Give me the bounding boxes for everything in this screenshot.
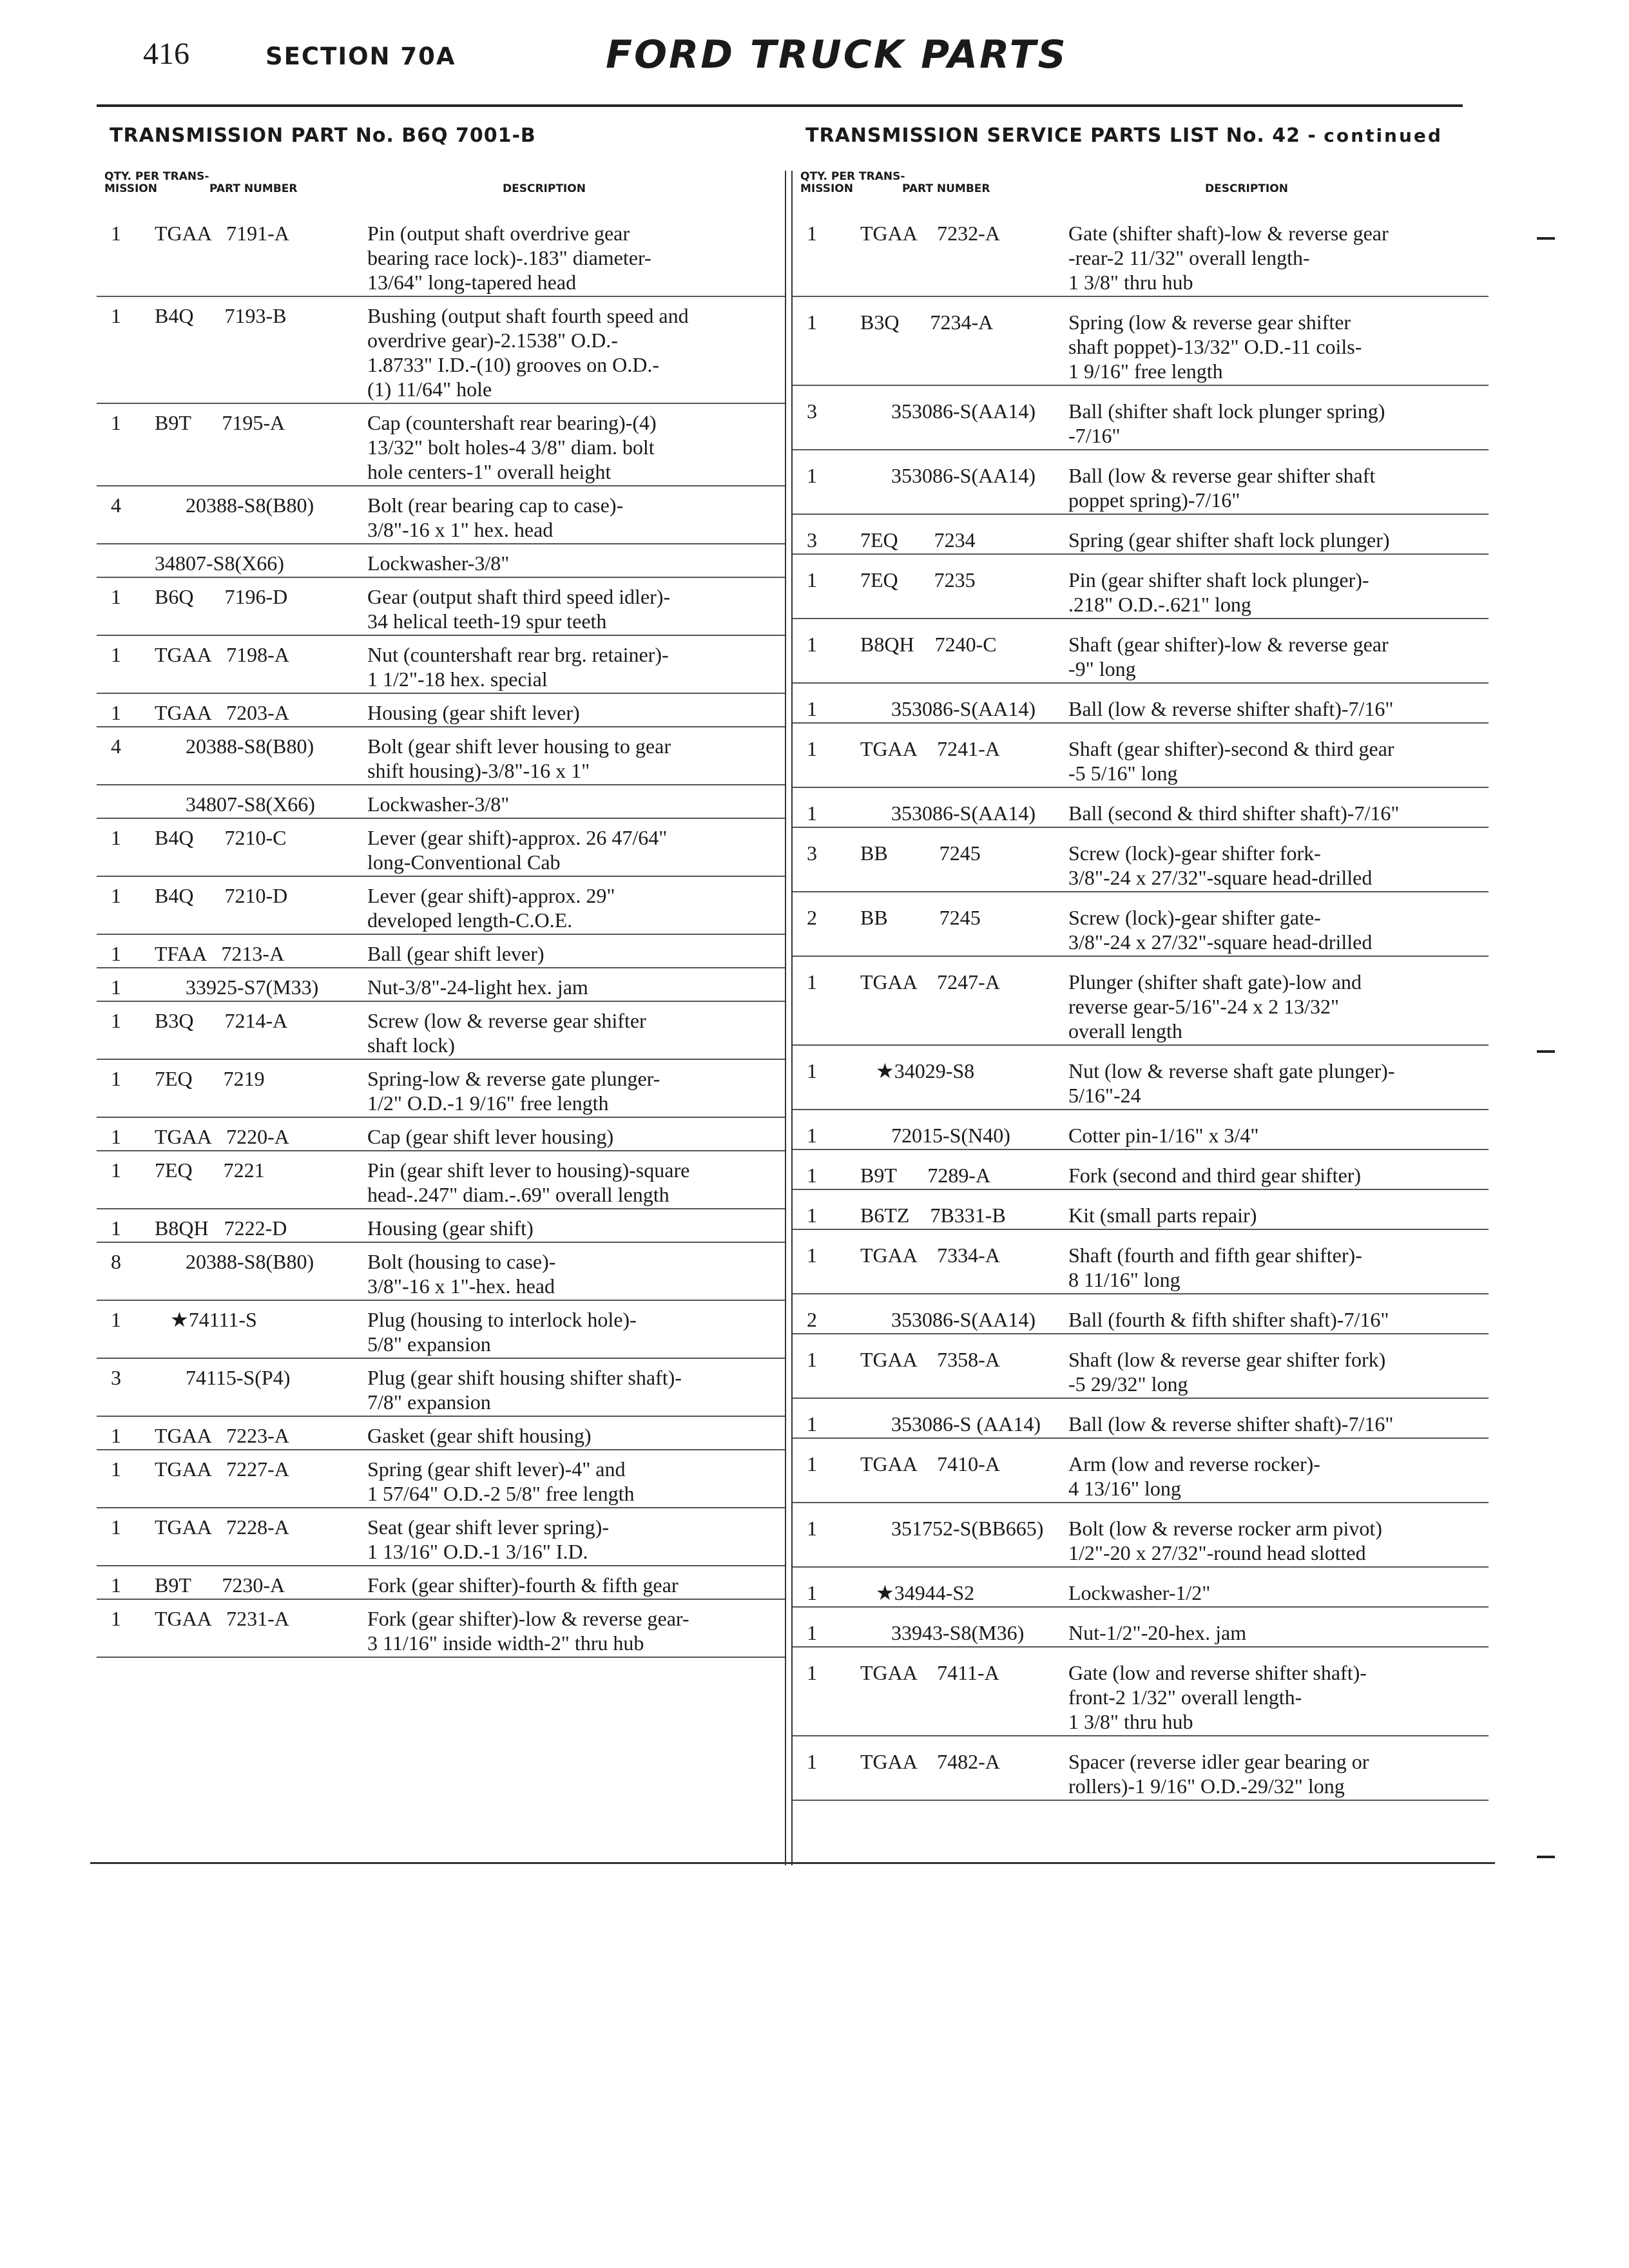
part-number-cell: TGAA 7482-A — [860, 1750, 1000, 1773]
part-number-cell: TGAA 7232-A — [860, 222, 1000, 245]
description-cell: Gate (low and reverse shifter shaft)- front-2 1/32" overall length- 1 3/8" thru hub — [1068, 1661, 1367, 1733]
part-number-cell: ★34944-S2 — [860, 1581, 975, 1604]
description-cell: Cotter pin-1/16" x 3/4" — [1068, 1124, 1259, 1147]
part-number-cell: 7EQ 7234 — [860, 528, 976, 552]
margin-tick — [1537, 237, 1555, 240]
part-number-cell: 33943-S8(M36) — [860, 1621, 1025, 1644]
description-cell: Cap (countershaft rear bearing)-(4) 13/32" bolt holes-4 3/8" diam. bolt hole centers-1" overall height — [367, 411, 657, 483]
qty-cell: 1 — [807, 1750, 817, 1773]
qty-cell: 1 — [111, 1607, 121, 1630]
qty-cell: 1 — [111, 975, 121, 999]
part-number-header: PART NUMBER — [902, 182, 990, 195]
description-cell: Bolt (gear shift lever housing to gear shift housing)-3/8"-16 x 1" — [367, 735, 671, 782]
description-cell: Spring (gear shifter shaft lock plunger) — [1068, 528, 1390, 552]
qty-cell: 3 — [807, 841, 817, 865]
qty-cell: 1 — [807, 1621, 817, 1644]
bottom-rule — [90, 1862, 1495, 1864]
qty-cell: 1 — [807, 1124, 817, 1147]
page-number: 416 — [143, 37, 189, 71]
part-number-cell: TGAA 7358-A — [860, 1348, 1000, 1371]
left-title-text: TRANSMISSION PART No. B6Q 7001-B — [110, 124, 536, 147]
description-cell: Ball (second & third shifter shaft)-7/16" — [1068, 802, 1400, 825]
part-number-cell: B9T 7195-A — [155, 411, 285, 434]
description-cell: Kit (small parts repair) — [1068, 1204, 1257, 1227]
part-number-cell: 33925-S7(M33) — [155, 975, 319, 999]
description-cell: Fork (gear shifter)-fourth & fifth gear — [367, 1573, 679, 1597]
column-divider — [785, 171, 793, 1865]
part-number-cell: BB 7245 — [860, 841, 981, 865]
table-row — [97, 584, 785, 636]
description-cell: Nut (low & reverse shaft gate plunger)- 5/16"-24 — [1068, 1059, 1395, 1107]
qty-cell: 1 — [807, 1244, 817, 1267]
part-number-cell: 20388-S8(B80) — [155, 735, 314, 758]
table-row — [793, 463, 1489, 515]
part-number-cell: 353086-S(AA14) — [860, 802, 1036, 825]
part-number-cell: TGAA 7203-A — [155, 701, 289, 724]
table-row — [97, 1606, 785, 1658]
table-row — [793, 310, 1489, 386]
description-cell: Bolt (rear bearing cap to case)- 3/8"-16 x 1" hex. head — [367, 494, 624, 541]
description-cell: Pin (gear shift lever to housing)-square head-.247" diam.-.69" overall length — [367, 1158, 690, 1206]
table-row — [97, 551, 785, 578]
description-cell: Ball (gear shift lever) — [367, 942, 545, 965]
table-row — [97, 221, 785, 297]
part-number-cell: TGAA 7198-A — [155, 643, 289, 666]
qty-cell: 1 — [807, 568, 817, 591]
qty-cell: 1 — [111, 222, 121, 245]
qty-header: QTY. PER TRANS- MISSION — [104, 170, 209, 195]
qty-cell: 1 — [111, 884, 121, 907]
qty-cell: 1 — [111, 585, 121, 608]
table-row — [97, 941, 785, 968]
right-title-text: TRANSMISSION SERVICE PARTS LIST No. 42 - — [805, 124, 1324, 147]
table-row — [97, 825, 785, 877]
description-cell: Lockwasher-3/8" — [367, 793, 510, 816]
part-number-cell: TFAA 7213-A — [155, 942, 285, 965]
part-number-cell: 34807-S8(X66) — [155, 552, 284, 575]
part-number-cell: TGAA 7223-A — [155, 1424, 289, 1447]
part-number-cell: BB 7245 — [860, 906, 981, 929]
description-cell: Ball (low & reverse gear shifter shaft poppet spring)-7/16" — [1068, 464, 1376, 512]
table-row — [97, 1249, 785, 1301]
part-number-cell: ★74111-S — [155, 1308, 257, 1331]
qty-cell: 1 — [111, 1573, 121, 1597]
table-row — [793, 1059, 1489, 1110]
margin-tick — [1537, 1050, 1555, 1053]
description-cell: Nut-1/2"-20-hex. jam — [1068, 1621, 1247, 1644]
table-row — [97, 1307, 785, 1359]
table-row — [793, 970, 1489, 1046]
description-cell: Ball (low & reverse shifter shaft)-7/16" — [1068, 1412, 1394, 1436]
description-cell: Screw (lock)-gear shifter fork- 3/8"-24 x 27/32"-square head-drilled — [1068, 841, 1373, 889]
part-number-cell: B4Q 7193-B — [155, 304, 287, 327]
qty-cell: 1 — [111, 643, 121, 666]
description-cell: Shaft (gear shifter)-second & third gear -5 5/16" long — [1068, 737, 1394, 785]
qty-cell: 1 — [111, 1158, 121, 1182]
part-number-cell: 20388-S8(B80) — [155, 1250, 314, 1273]
part-number-header: PART NUMBER — [209, 182, 298, 195]
table-row — [97, 1124, 785, 1151]
qty-cell: 1 — [111, 1308, 121, 1331]
part-number-cell: B8QH 7240-C — [860, 633, 997, 656]
part-number-cell: TGAA 7241-A — [860, 737, 1000, 760]
description-cell: Lockwasher-3/8" — [367, 552, 510, 575]
margin-tick — [1537, 1856, 1555, 1858]
header-rule — [97, 104, 1463, 107]
description-cell: Housing (gear shift) — [367, 1216, 534, 1240]
table-row — [793, 1452, 1489, 1503]
table-row — [97, 1216, 785, 1243]
part-number-cell: B9T 7289-A — [860, 1164, 991, 1187]
qty-cell: 4 — [111, 494, 121, 517]
qty-cell: 1 — [111, 1424, 121, 1447]
part-number-cell: B8QH 7222-D — [155, 1216, 287, 1240]
description-cell: Nut (countershaft rear brg. retainer)- 1 1/2"-18 hex. special — [367, 643, 669, 691]
description-cell: Spacer (reverse idler gear bearing or rollers)-1 9/16" O.D.-29/32" long — [1068, 1750, 1369, 1798]
qty-cell: 1 — [807, 697, 817, 720]
part-number-cell: B9T 7230-A — [155, 1573, 285, 1597]
table-row — [793, 1307, 1489, 1334]
qty-cell: 2 — [807, 1308, 817, 1331]
table-row — [793, 1347, 1489, 1399]
table-row — [97, 792, 785, 819]
qty-cell: 8 — [111, 1250, 121, 1273]
part-number-cell: TGAA 7228-A — [155, 1515, 289, 1539]
right-column-headers — [793, 171, 1489, 209]
part-number-cell: 72015-S(N40) — [860, 1124, 1010, 1147]
table-row — [97, 1066, 785, 1118]
description-cell: Gate (shifter shaft)-low & reverse gear -rear-2 11/32" overall length- 1 3/8" thru hub — [1068, 222, 1389, 294]
description-cell: Gasket (gear shift housing) — [367, 1424, 592, 1447]
table-row — [793, 1123, 1489, 1150]
table-row — [793, 632, 1489, 684]
description-cell: Spring (low & reverse gear shifter shaft poppet)-13/32" O.D.-11 coils- 1 9/16" free length — [1068, 311, 1362, 383]
qty-cell: 1 — [111, 942, 121, 965]
description-cell: Lockwasher-1/2" — [1068, 1581, 1211, 1604]
table-row — [793, 841, 1489, 892]
qty-header: QTY. PER TRANS- MISSION — [800, 170, 905, 195]
part-number-cell: TGAA 7247-A — [860, 970, 1000, 994]
qty-cell: 1 — [807, 1412, 817, 1436]
part-number-cell: 353086-S(AA14) — [860, 399, 1036, 423]
part-number-cell: B6TZ 7B331-B — [860, 1204, 1006, 1227]
description-cell: Cap (gear shift lever housing) — [367, 1125, 614, 1148]
qty-cell: 3 — [807, 528, 817, 552]
table-row — [793, 221, 1489, 297]
description-cell: Gear (output shaft third speed idler)- 34 helical teeth-19 spur teeth — [367, 585, 671, 633]
qty-cell: 1 — [111, 411, 121, 434]
left-column-headers — [97, 171, 785, 209]
table-row — [97, 1457, 785, 1508]
part-number-cell: ★34029-S8 — [860, 1059, 975, 1082]
description-cell: Fork (second and third gear shifter) — [1068, 1164, 1362, 1187]
right-column-title — [805, 124, 1443, 147]
qty-cell: 1 — [111, 1457, 121, 1481]
page-header — [0, 0, 1629, 103]
description-cell: Spring (gear shift lever)-4" and 1 57/64" O.D.-2 5/8" free length — [367, 1457, 635, 1505]
description-cell: Plug (gear shift housing shifter shaft)- 7/8" expansion — [367, 1366, 682, 1414]
table-row — [97, 1008, 785, 1060]
table-row — [793, 1581, 1489, 1608]
description-cell: Fork (gear shifter)-low & reverse gear- 3 11/16" inside width-2" thru hub — [367, 1607, 689, 1655]
description-cell: Seat (gear shift lever spring)- 1 13/16" O.D.-1 3/16" I.D. — [367, 1515, 609, 1563]
part-number-cell: 7EQ 7235 — [860, 568, 976, 591]
table-row — [793, 1243, 1489, 1294]
left-column-title — [110, 124, 536, 147]
qty-cell: 1 — [807, 1164, 817, 1187]
part-number-cell: B3Q 7214-A — [155, 1009, 288, 1032]
description-cell: Shaft (low & reverse gear shifter fork) -5 29/32" long — [1068, 1348, 1386, 1396]
description-cell: Lever (gear shift)-approx. 26 47/64" long-Conventional Cab — [367, 826, 668, 874]
qty-cell: 1 — [807, 1581, 817, 1604]
description-cell: Plunger (shifter shaft gate)-low and reverse gear-5/16"-24 x 2 13/32" overall length — [1068, 970, 1362, 1043]
part-number-cell: TGAA 7191-A — [155, 222, 289, 245]
part-number-cell: B3Q 7234-A — [860, 311, 994, 334]
part-number-cell: B6Q 7196-D — [155, 585, 288, 608]
part-number-cell: 353086-S(AA14) — [860, 1308, 1036, 1331]
qty-cell: 1 — [807, 464, 817, 487]
qty-cell: 1 — [111, 1515, 121, 1539]
description-cell: Pin (gear shifter shaft lock plunger)- .218" O.D.-.621" long — [1068, 568, 1369, 616]
description-cell: Arm (low and reverse rocker)- 4 13/16" long — [1068, 1452, 1320, 1500]
table-row — [793, 801, 1489, 828]
description-cell: Bolt (housing to case)- 3/8"-16 x 1"-hex. head — [367, 1250, 556, 1298]
part-number-cell: TGAA 7220-A — [155, 1125, 289, 1148]
table-row — [793, 1660, 1489, 1736]
part-number-cell: B4Q 7210-C — [155, 826, 287, 849]
part-number-cell: 34807-S8(X66) — [155, 793, 315, 816]
part-number-cell: TGAA 7231-A — [155, 1607, 289, 1630]
table-row — [97, 1573, 785, 1600]
description-cell: Shaft (fourth and fifth gear shifter)- 8 11/16" long — [1068, 1244, 1362, 1291]
table-row — [793, 1749, 1489, 1801]
qty-cell: 1 — [111, 1125, 121, 1148]
table-row — [793, 528, 1489, 555]
qty-cell: 1 — [807, 1661, 817, 1684]
section-label: SECTION 70A — [265, 43, 456, 70]
table-row — [97, 642, 785, 694]
table-row — [793, 568, 1489, 619]
part-number-cell: TGAA 7334-A — [860, 1244, 1000, 1267]
qty-cell: 1 — [807, 311, 817, 334]
qty-cell: 1 — [807, 1204, 817, 1227]
part-number-cell: TGAA 7227-A — [155, 1457, 289, 1481]
table-row — [793, 905, 1489, 957]
description-cell: Lever (gear shift)-approx. 29" developed length-C.O.E. — [367, 884, 615, 932]
part-number-cell: B4Q 7210-D — [155, 884, 288, 907]
qty-cell: 1 — [111, 701, 121, 724]
table-row — [97, 303, 785, 404]
description-header: DESCRIPTION — [503, 182, 586, 195]
part-number-cell: 353086-S(AA14) — [860, 697, 1036, 720]
part-number-cell: 353086-S(AA14) — [860, 464, 1036, 487]
description-cell: Ball (low & reverse shifter shaft)-7/16" — [1068, 697, 1394, 720]
description-cell: Housing (gear shift lever) — [367, 701, 580, 724]
table-row — [97, 410, 785, 486]
part-number-cell: 7EQ 7219 — [155, 1067, 265, 1090]
table-row — [97, 700, 785, 727]
description-header: DESCRIPTION — [1205, 182, 1288, 195]
description-cell: Nut-3/8"-24-light hex. jam — [367, 975, 588, 999]
part-number-cell: 20388-S8(B80) — [155, 494, 314, 517]
table-row — [793, 697, 1489, 724]
qty-cell: 1 — [807, 737, 817, 760]
qty-cell: 3 — [807, 399, 817, 423]
description-cell: Screw (lock)-gear shifter gate- 3/8"-24 x 27/32"-square head-drilled — [1068, 906, 1373, 954]
qty-cell: 1 — [807, 802, 817, 825]
qty-cell: 1 — [807, 1517, 817, 1540]
qty-cell: 2 — [807, 906, 817, 929]
qty-cell: 1 — [807, 1059, 817, 1082]
description-cell: Screw (low & reverse gear shifter shaft lock) — [367, 1009, 646, 1057]
qty-cell: 1 — [111, 1067, 121, 1090]
qty-cell: 1 — [111, 826, 121, 849]
description-cell: Ball (fourth & fifth shifter shaft)-7/16" — [1068, 1308, 1389, 1331]
part-number-cell: 353086-S (AA14) — [860, 1412, 1041, 1436]
table-row — [793, 1412, 1489, 1439]
table-row — [793, 1203, 1489, 1230]
description-cell: Ball (shifter shaft lock plunger spring) -7/16" — [1068, 399, 1385, 447]
table-row — [97, 734, 785, 785]
part-number-cell: 74115-S(P4) — [155, 1366, 291, 1389]
qty-cell: 1 — [111, 1009, 121, 1032]
catalog-title: FORD TRUCK PARTS — [606, 32, 1068, 77]
qty-cell: 1 — [807, 222, 817, 245]
table-row — [97, 1158, 785, 1209]
description-cell: Pin (output shaft overdrive gear bearing race lock)-.183" diameter- 13/64" long-tapered head — [367, 222, 651, 294]
table-row — [97, 1423, 785, 1450]
qty-cell: 1 — [807, 633, 817, 656]
right-title-continued: continued — [1324, 125, 1443, 146]
table-row — [97, 975, 785, 1002]
description-cell: Bolt (low & reverse rocker arm pivot) 1/2"-20 x 27/32"-round head slotted — [1068, 1517, 1382, 1564]
description-cell: Spring-low & reverse gate plunger- 1/2" O.D.-1 9/16" free length — [367, 1067, 660, 1115]
part-number-cell: 7EQ 7221 — [155, 1158, 265, 1182]
qty-cell: 1 — [807, 1348, 817, 1371]
part-number-cell: 351752-S(BB665) — [860, 1517, 1044, 1540]
table-row — [97, 493, 785, 544]
table-row — [793, 736, 1489, 788]
table-row — [97, 1365, 785, 1417]
description-cell: Plug (housing to interlock hole)- 5/8" expansion — [367, 1308, 637, 1356]
table-row — [793, 1516, 1489, 1568]
description-cell: Bushing (output shaft fourth speed and overdrive gear)-2.1538" O.D.- 1.8733" I.D.-(10) grooves on O.D.- (1) 11/64" hole — [367, 304, 689, 401]
part-number-cell: TGAA 7410-A — [860, 1452, 1000, 1475]
table-row — [793, 399, 1489, 450]
qty-cell: 1 — [807, 970, 817, 994]
qty-cell: 3 — [111, 1366, 121, 1389]
table-row — [97, 883, 785, 935]
description-cell: Shaft (gear shifter)-low & reverse gear -9" long — [1068, 633, 1389, 680]
part-number-cell: TGAA 7411-A — [860, 1661, 999, 1684]
table-row — [97, 1515, 785, 1566]
qty-cell: 1 — [807, 1452, 817, 1475]
table-row — [793, 1620, 1489, 1648]
qty-cell: 1 — [111, 1216, 121, 1240]
qty-cell: 4 — [111, 735, 121, 758]
qty-cell: 1 — [111, 304, 121, 327]
table-row — [793, 1163, 1489, 1190]
